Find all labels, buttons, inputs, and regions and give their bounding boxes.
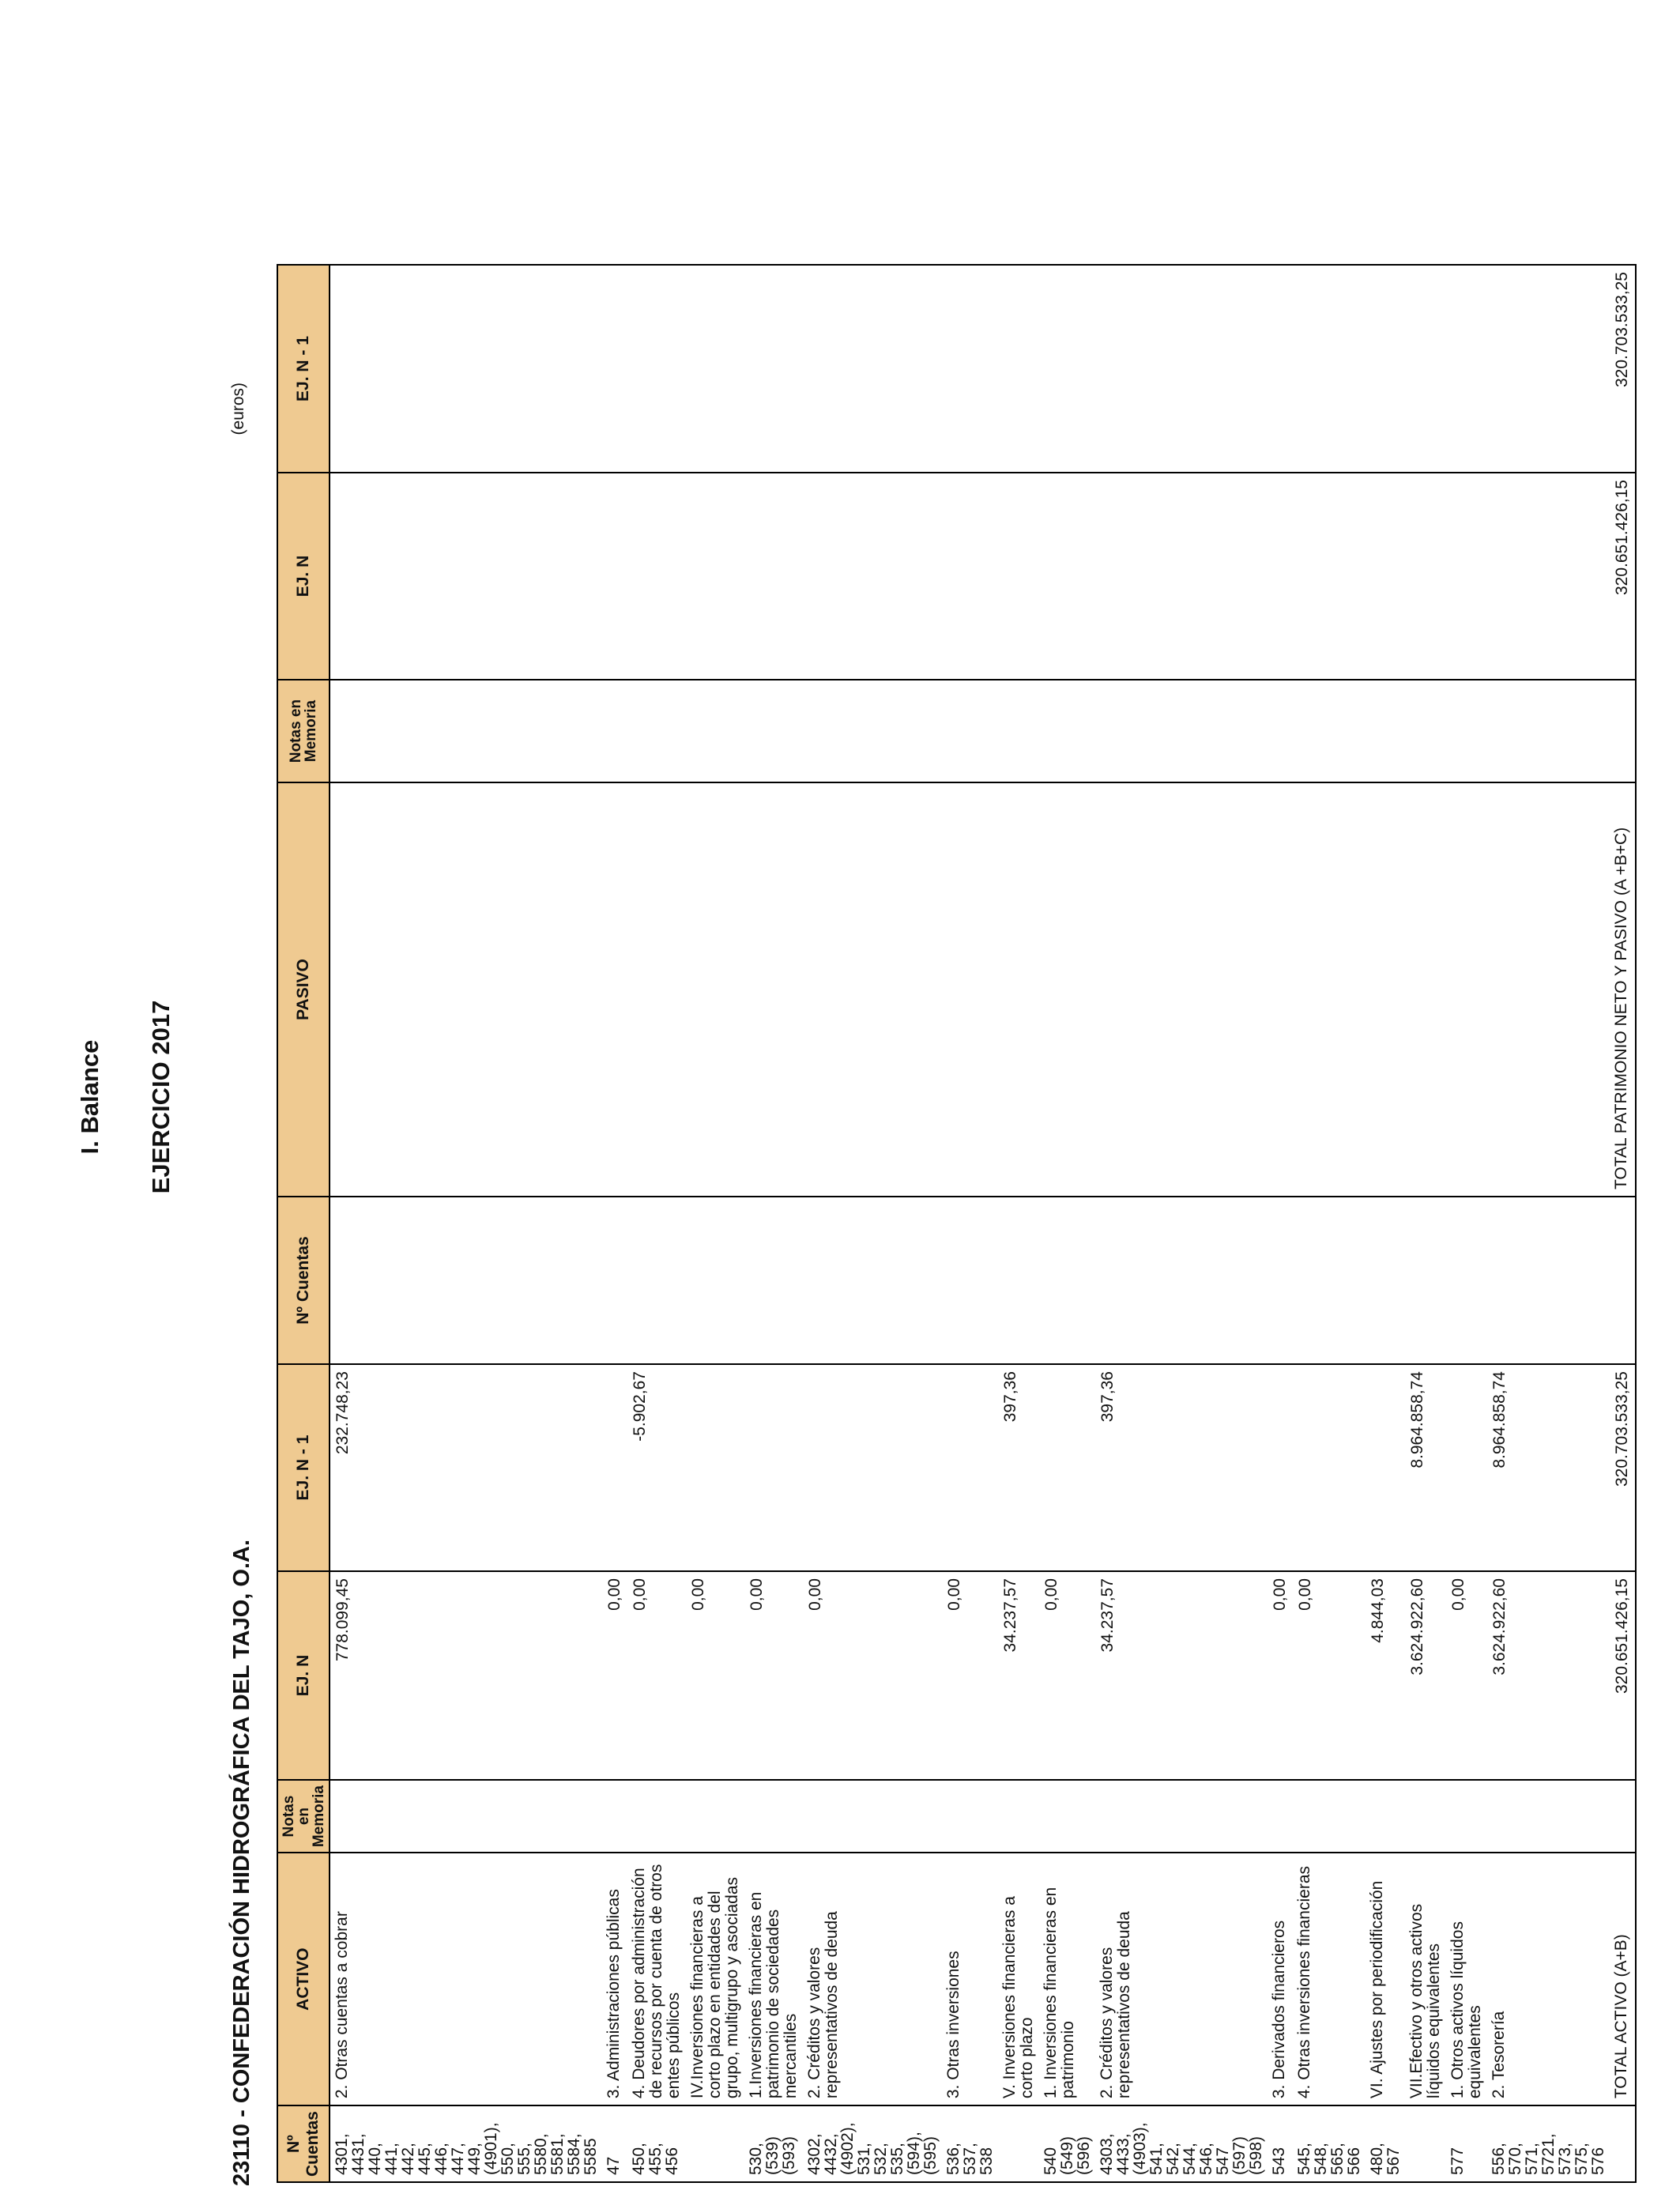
cell-ejn1-pasivo (942, 265, 998, 473)
cell-ejn1 (942, 1364, 998, 1571)
cell-ejn1 (686, 1364, 744, 1571)
cell-cuentas: 545, 548, 565, 566 (1293, 2105, 1365, 2182)
cell-ejn1-pasivo (1039, 265, 1095, 473)
cell-ejn-pasivo (602, 473, 627, 680)
cell-concepto: 2. Créditos y valores representativos de deuda (1095, 1853, 1268, 2105)
col-header-notas-pasivo: Notas en Memoria (277, 680, 330, 782)
cell-ejn1: 232.748,23 (330, 1364, 602, 1571)
cell-pasivo (744, 782, 803, 1197)
table-row (330, 265, 602, 2182)
cell-concepto: IV.Inversiones financieras a corto plazo en entidades del grupo, multigrupo y asociadas (686, 1853, 744, 2105)
cell-pasivo (942, 782, 998, 1197)
cell-ejn1 (744, 1364, 803, 1571)
cell-concepto: V. Inversiones financieras a corto plazo (998, 1853, 1039, 2105)
cell-ejn1-pasivo (330, 265, 602, 473)
cell-ejn: 0,00 (744, 1571, 803, 1780)
cell-cuentas: 536, 537, 538 (942, 2105, 998, 2182)
cell-ejn1 (1039, 1364, 1095, 1571)
cell-notas-pasivo (1487, 680, 1610, 782)
table-row (803, 265, 942, 2182)
cell-concepto: 1. Inversiones financieras en patrimonio (1039, 1853, 1095, 2105)
cell-notas-pasivo (602, 680, 627, 782)
cell-ejn-pasivo (744, 473, 803, 680)
cell-ejn1 (1365, 1364, 1405, 1571)
cell-cuentas-pasivo (330, 1197, 602, 1364)
cell-concepto: 2. Créditos y valores representativos de deuda (803, 1853, 942, 2105)
cell-notas-pasivo (686, 680, 744, 782)
cell-ejn-pasivo (1095, 473, 1268, 680)
table-row (1268, 265, 1293, 2182)
cell-cuentas: 530, (539) (593) (744, 2105, 803, 2182)
cell-ejn: 4.844,03 (1365, 1571, 1405, 1780)
cell-ejn-pasivo (627, 473, 686, 680)
cell-notas-pasivo (1365, 680, 1405, 782)
cell-ejn: 0,00 (942, 1571, 998, 1780)
cell-pasivo (998, 782, 1039, 1197)
table-row (1405, 265, 1446, 2182)
cell-ejn1-pasivo (627, 265, 686, 473)
cell-ejn1 (1293, 1364, 1365, 1571)
cell-ejn1-pasivo (744, 265, 803, 473)
cell-ejn1 (803, 1364, 942, 1571)
total-pasivo-ejn1: 320.703.533,25 (1610, 265, 1636, 473)
cell-ejn: 0,00 (803, 1571, 942, 1780)
cell-ejn: 0,00 (1446, 1571, 1487, 1780)
cell-ejn1-pasivo (686, 265, 744, 473)
cell-ejn1-pasivo (1365, 265, 1405, 473)
table-row (1365, 265, 1405, 2182)
cell-ejn-pasivo (330, 473, 602, 680)
table-row (602, 265, 627, 2182)
cell-notas (1365, 1780, 1405, 1853)
cell-notas-pasivo (998, 680, 1039, 782)
cell-pasivo (803, 782, 942, 1197)
table-row (744, 265, 803, 2182)
cell-ejn-pasivo (1365, 473, 1405, 680)
cell-ejn1: 397,36 (998, 1364, 1039, 1571)
cell-notas (1293, 1780, 1365, 1853)
cell-cuentas-pasivo (1365, 1197, 1405, 1364)
cell-cuentas-pasivo (942, 1197, 998, 1364)
cell-pasivo (627, 782, 686, 1197)
cell-cuentas: 480, 567 (1365, 2105, 1405, 2182)
cell-ejn: 0,00 (602, 1571, 627, 1780)
cell-ejn-pasivo (1446, 473, 1487, 680)
col-header-ejn: EJ. N (277, 1571, 330, 1780)
table-row (1293, 265, 1365, 2182)
cell-cuentas-pasivo (803, 1197, 942, 1364)
cell-ejn-pasivo (1039, 473, 1095, 680)
col-header-ejn1-pasivo: EJ. N - 1 (277, 265, 330, 473)
cell-cuentas: 556, 570, 571, 5721, 573, 575, 576 (1487, 2105, 1610, 2182)
col-header-cuentas-pasivo: Nº Cuentas (277, 1197, 330, 1364)
table-header-row (277, 265, 330, 2182)
cell-cuentas-pasivo (1293, 1197, 1365, 1364)
cell-notas (1610, 1780, 1636, 1853)
entity-name: 23110 - CONFEDERACIÓN HIDROGRÁFICA DEL TAJO, O.A. (229, 1539, 254, 2186)
cell-cuentas-pasivo (686, 1197, 744, 1364)
cell-ejn1: 397,36 (1095, 1364, 1268, 1571)
cell-pasivo (1268, 782, 1293, 1197)
cell-pasivo (1446, 782, 1487, 1197)
cell-cuentas: 47 (602, 2105, 627, 2182)
cell-cuentas: 4303, 4433, (4903), 541, 542, 544, 546, 547 (597) (598) (1095, 2105, 1268, 2182)
balance-table (277, 264, 1637, 2183)
total-activo-ejn: 320.651.426,15 (1610, 1571, 1636, 1780)
cell-notas-pasivo (1610, 680, 1636, 782)
cell-notas (1268, 1780, 1293, 1853)
col-header-notas: Notas en Memoria (277, 1780, 330, 1853)
cell-concepto: 1. Otros activos líquidos equivalentes (1446, 1853, 1487, 2105)
cell-ejn-pasivo (1405, 473, 1446, 680)
cell-ejn1 (1268, 1364, 1293, 1571)
cell-notas (1446, 1780, 1487, 1853)
cell-cuentas (1610, 2105, 1636, 2182)
cell-cuentas-pasivo (1405, 1197, 1446, 1364)
col-header-pasivo: PASIVO (277, 782, 330, 1197)
table-row (1095, 265, 1268, 2182)
cell-ejn: 0,00 (686, 1571, 744, 1780)
cell-ejn: 0,00 (1268, 1571, 1293, 1780)
cell-cuentas: 4301, 4431, 440, 441, 442, 445, 446, 447, 449, (4901), 550, 555, 5580, 5581, 5584, 5585 (330, 2105, 602, 2182)
cell-ejn: 34.237,57 (998, 1571, 1039, 1780)
cell-ejn-pasivo (1293, 473, 1365, 680)
cell-cuentas-pasivo (602, 1197, 627, 1364)
cell-cuentas-pasivo (998, 1197, 1039, 1364)
cell-cuentas-pasivo (744, 1197, 803, 1364)
page-title: I. Balance (76, 1039, 104, 1155)
cell-notas (330, 1780, 602, 1853)
col-header-ejn-pasivo: EJ. N (277, 473, 330, 680)
cell-ejn1-pasivo (998, 265, 1039, 473)
cell-ejn1-pasivo (1487, 265, 1610, 473)
cell-concepto: 4. Otras inversiones financieras (1293, 1853, 1365, 2105)
cell-notas (686, 1780, 744, 1853)
total-activo-label: TOTAL ACTIVO (A+B) (1610, 1853, 1636, 2105)
cell-pasivo (602, 782, 627, 1197)
total-pasivo-label: TOTAL PATRIMONIO NETO Y PASIVO (A +B+C) (1610, 782, 1636, 1197)
table-row (1446, 265, 1487, 2182)
cell-concepto: VI. Ajustes por periodificación (1365, 1853, 1405, 2105)
cell-pasivo (686, 782, 744, 1197)
cell-cuentas-pasivo (1487, 1197, 1610, 1364)
cell-ejn1-pasivo (1405, 265, 1446, 473)
total-row (1610, 265, 1636, 2182)
total-pasivo-ejn: 320.651.426,15 (1610, 473, 1636, 680)
cell-notas (744, 1780, 803, 1853)
cell-ejn1 (1446, 1364, 1487, 1571)
cell-concepto: 4. Deudores por administración de recursos por cuenta de otros entes públicos (627, 1853, 686, 2105)
cell-ejn-pasivo (998, 473, 1039, 680)
cell-cuentas-pasivo (1610, 1197, 1636, 1364)
cell-cuentas: 450, 455, 456 (627, 2105, 686, 2182)
cell-cuentas: 543 (1268, 2105, 1293, 2182)
cell-concepto: 3. Otras inversiones (942, 1853, 998, 2105)
table-row (1487, 265, 1610, 2182)
table-row (686, 265, 744, 2182)
cell-ejn: 0,00 (1293, 1571, 1365, 1780)
cell-notas-pasivo (330, 680, 602, 782)
cell-notas-pasivo (744, 680, 803, 782)
cell-concepto: 1.Inversiones financieras en patrimonio de sociedades mercantiles (744, 1853, 803, 2105)
cell-notas-pasivo (627, 680, 686, 782)
cell-ejn1-pasivo (1268, 265, 1293, 473)
cell-ejn1-pasivo (803, 265, 942, 473)
cell-notas (1487, 1780, 1610, 1853)
cell-ejn1-pasivo (1446, 265, 1487, 473)
table-row (942, 265, 998, 2182)
cell-notas-pasivo (942, 680, 998, 782)
cell-notas (1405, 1780, 1446, 1853)
cell-pasivo (1487, 782, 1610, 1197)
total-activo-ejn1: 320.703.533,25 (1610, 1364, 1636, 1571)
col-header-ejn1: EJ. N - 1 (277, 1364, 330, 1571)
cell-notas (1039, 1780, 1095, 1853)
cell-notas-pasivo (1095, 680, 1268, 782)
cell-cuentas (998, 2105, 1039, 2182)
cell-notas-pasivo (1039, 680, 1095, 782)
cell-notas (942, 1780, 998, 1853)
cell-concepto: 3. Derivados financieros (1268, 1853, 1293, 2105)
table-row (627, 265, 686, 2182)
page-subtitle: EJERCICIO 2017 (147, 1000, 175, 1194)
cell-ejn-pasivo (942, 473, 998, 680)
cell-pasivo (1405, 782, 1446, 1197)
cell-ejn1-pasivo (1293, 265, 1365, 473)
cell-cuentas: 540 (549) (596) (1039, 2105, 1095, 2182)
cell-pasivo (1039, 782, 1095, 1197)
cell-ejn1-pasivo (602, 265, 627, 473)
cell-ejn-pasivo (1487, 473, 1610, 680)
cell-notas-pasivo (1405, 680, 1446, 782)
cell-pasivo (1293, 782, 1365, 1197)
cell-concepto: 2. Tesorería (1487, 1853, 1610, 2105)
cell-ejn1: -5.902,67 (627, 1364, 686, 1571)
cell-cuentas: 4302, 4432, (4902), 531, 532, 535, (594), (595) (803, 2105, 942, 2182)
cell-ejn: 3.624.922,60 (1405, 1571, 1446, 1780)
cell-ejn: 34.237,57 (1095, 1571, 1268, 1780)
cell-pasivo (1365, 782, 1405, 1197)
cell-cuentas-pasivo (1446, 1197, 1487, 1364)
cell-ejn: 778.099,45 (330, 1571, 602, 1780)
cell-ejn: 0,00 (1039, 1571, 1095, 1780)
cell-notas (998, 1780, 1039, 1853)
cell-ejn-pasivo (803, 473, 942, 680)
cell-ejn1: 8.964.858,74 (1487, 1364, 1610, 1571)
cell-notas-pasivo (1268, 680, 1293, 782)
table-row (998, 265, 1039, 2182)
cell-ejn1 (602, 1364, 627, 1571)
cell-concepto: 2. Otras cuentas a cobrar (330, 1853, 602, 2105)
cell-cuentas-pasivo (1039, 1197, 1095, 1364)
cell-ejn1-pasivo (1095, 265, 1268, 473)
table-row (1039, 265, 1095, 2182)
cell-cuentas (686, 2105, 744, 2182)
cell-cuentas-pasivo (627, 1197, 686, 1364)
units-label: (euros) (229, 383, 247, 435)
cell-notas-pasivo (803, 680, 942, 782)
col-header-activo: ACTIVO (277, 1853, 330, 2105)
cell-ejn: 3.624.922,60 (1487, 1571, 1610, 1780)
cell-notas (627, 1780, 686, 1853)
cell-ejn-pasivo (1268, 473, 1293, 680)
cell-notas (602, 1780, 627, 1853)
cell-notas-pasivo (1446, 680, 1487, 782)
cell-concepto: 3. Administraciones públicas (602, 1853, 627, 2105)
cell-cuentas (1405, 2105, 1446, 2182)
cell-cuentas: 577 (1446, 2105, 1487, 2182)
cell-cuentas-pasivo (1095, 1197, 1268, 1364)
cell-notas (803, 1780, 942, 1853)
cell-ejn-pasivo (686, 473, 744, 680)
cell-pasivo (330, 782, 602, 1197)
col-header-cuentas: Nº Cuentas (277, 2105, 330, 2182)
cell-ejn: 0,00 (627, 1571, 686, 1780)
cell-notas-pasivo (1293, 680, 1365, 782)
cell-cuentas-pasivo (1268, 1197, 1293, 1364)
cell-ejn1: 8.964.858,74 (1405, 1364, 1446, 1571)
cell-concepto: VII.Efectivo y otros activos líquidos equivalentes (1405, 1853, 1446, 2105)
cell-notas (1095, 1780, 1268, 1853)
cell-pasivo (1095, 782, 1268, 1197)
